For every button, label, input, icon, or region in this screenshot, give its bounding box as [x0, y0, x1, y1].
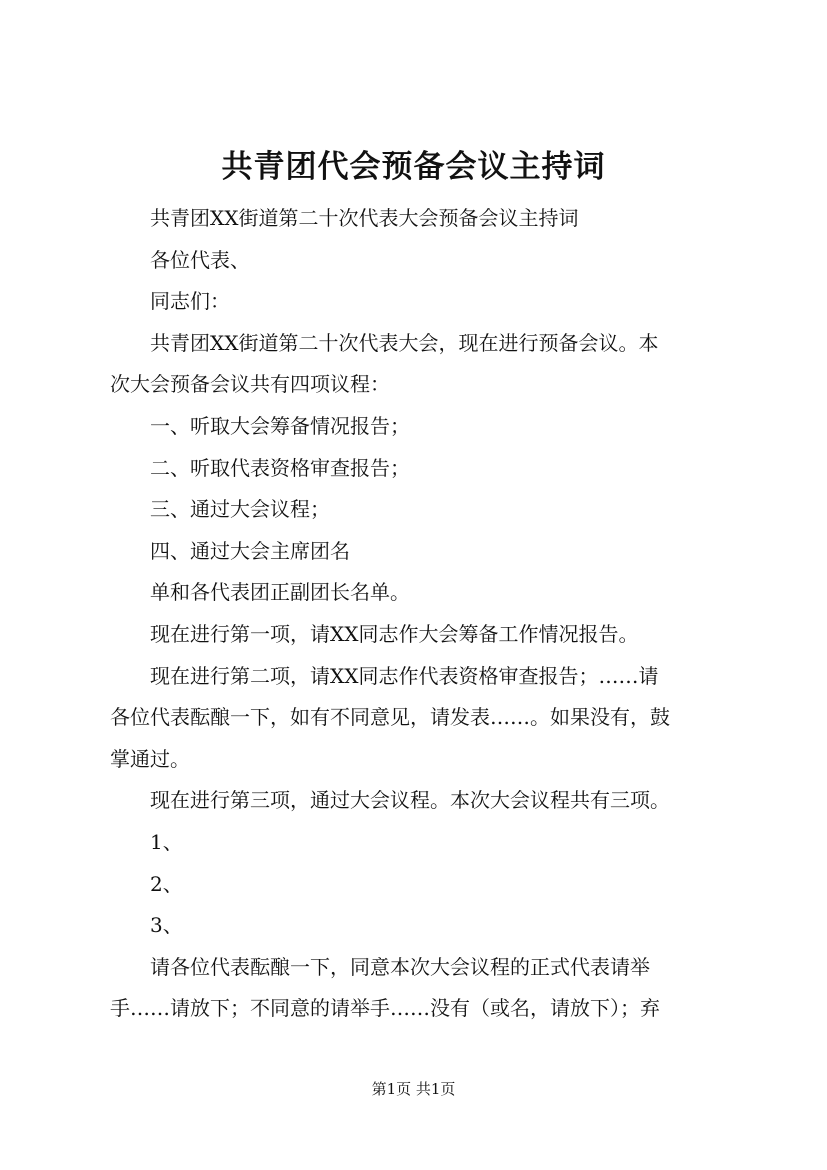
paragraph-line: 四、通过大会主席团名: [150, 538, 350, 563]
page-footer: 第1页 共1页: [371, 1080, 456, 1098]
paragraph-line: 次大会预备会议共有四项议程：: [110, 372, 390, 397]
paragraph-line: 现在进行第二项，请XX同志作代表资格审查报告；……请: [150, 663, 659, 688]
paragraph-line: 共青团XX街道第二十次代表大会预备会议主持词: [150, 206, 579, 230]
paragraph-line: 共青团XX街道第二十次代表大会，现在进行预备会议。本: [150, 330, 659, 355]
document-title: 共青团代会预备会议主持词: [221, 149, 606, 185]
paragraph-line: 3、: [150, 913, 183, 938]
paragraph-line: 2、: [150, 871, 183, 896]
paragraph-line: 单和各代表团正副团长名单。: [150, 580, 410, 605]
paragraph-line: 一、听取大会筹备情况报告；: [150, 413, 410, 438]
paragraph-line: 二、听取代表资格审查报告；: [150, 455, 410, 480]
document-body: [110, 198, 730, 1030]
paragraph-line: 各位代表酝酿一下，如有不同意见，请发表……。如果没有，鼓: [110, 705, 670, 730]
paragraph-line: 手……请放下；不同意的请举手……没有（或名，请放下）；弃: [110, 996, 660, 1021]
paragraph-line: 掌通过。: [110, 746, 190, 771]
paragraph-line: 1、: [150, 829, 183, 854]
paragraph-line: 现在进行第三项，通过大会议程。本次大会议程共有三项。: [150, 788, 670, 813]
paragraph-line: 现在进行第一项，请XX同志作大会筹备工作情况报告。: [150, 621, 639, 646]
paragraph-line: 各位代表、: [150, 247, 250, 272]
paragraph-line: 请各位代表酝酿一下，同意本次大会议程的正式代表请举: [150, 954, 650, 979]
paragraph-line: 同志们：: [150, 289, 230, 314]
paragraph-line: 三、通过大会议程；: [150, 497, 330, 522]
